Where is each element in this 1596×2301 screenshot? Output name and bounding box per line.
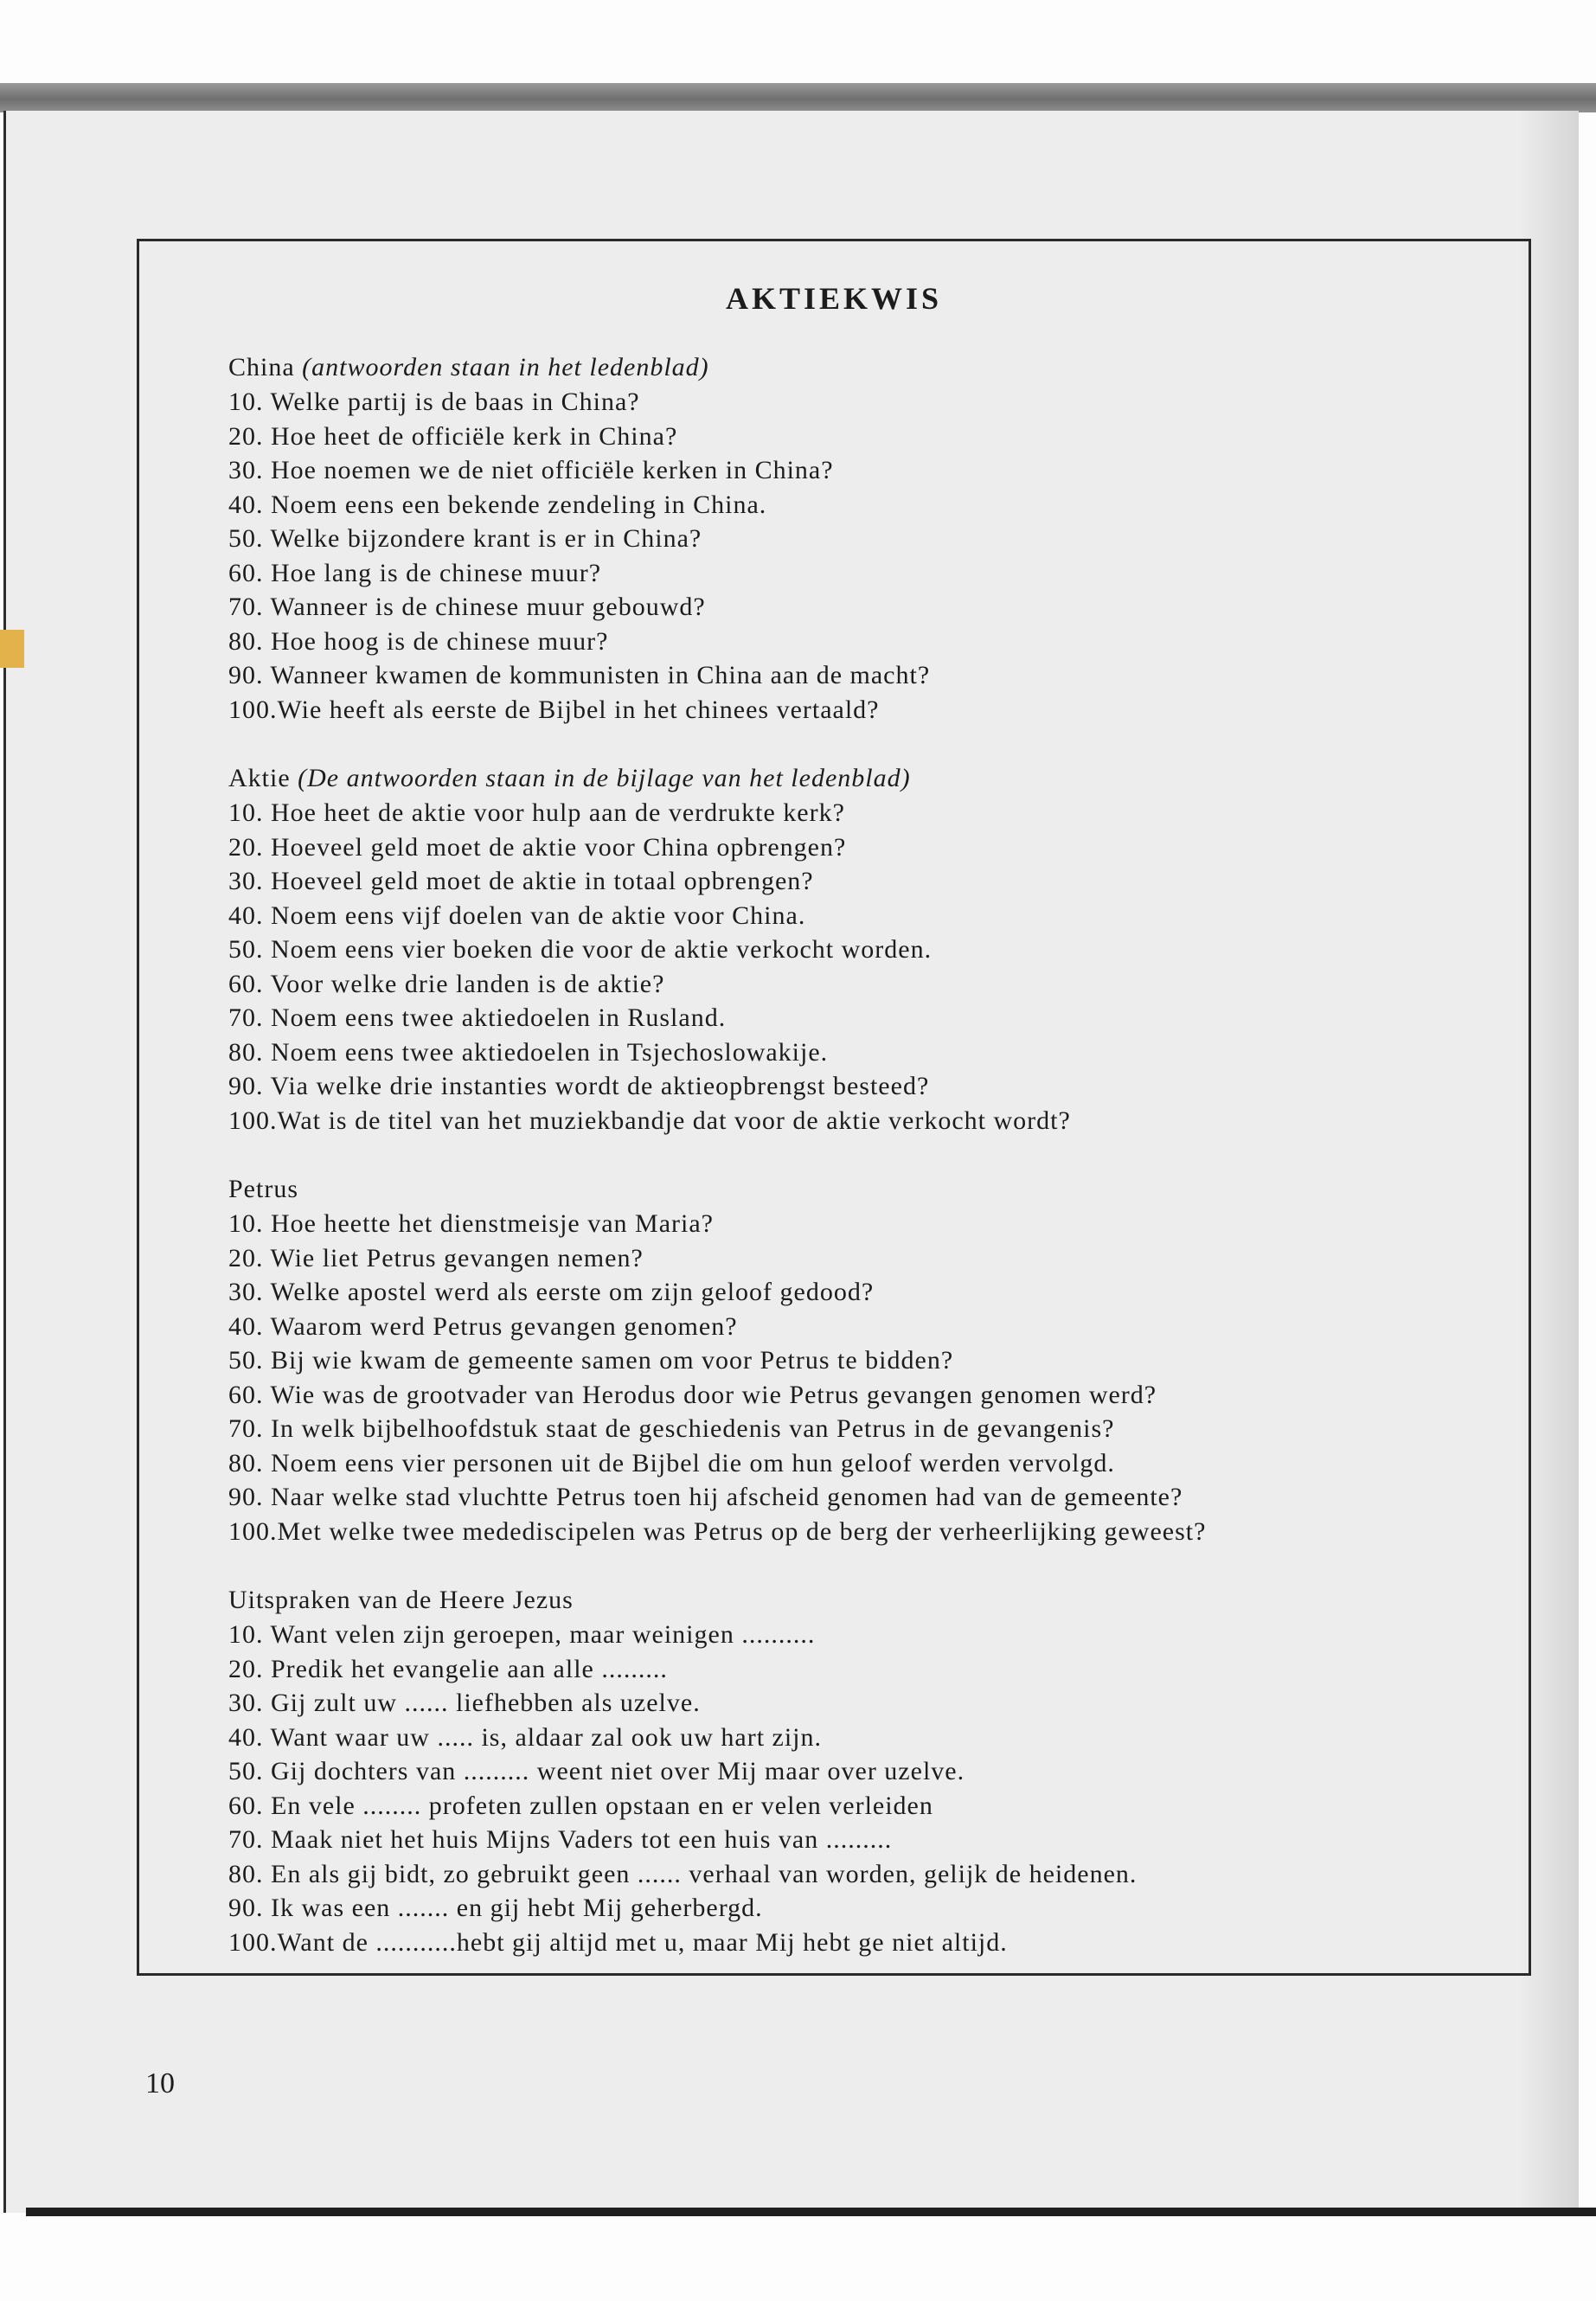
question-list [228,385,1509,727]
section-heading [228,350,1509,385]
question-item: 60. Voor welke drie landen is de aktie? [228,969,665,998]
question-item: 90. Wanneer kwamen de kommunisten in China aan de macht? [228,661,931,689]
question-item: 90. Via welke drie instanties wordt de aktieopbrengst besteed? [228,1072,930,1100]
question-list [228,1207,1509,1548]
question-item: 50. Gij dochters van ......... weent niet over Mij maar over uzelve. [228,1757,965,1785]
scan-bottom-edge [26,2208,1596,2216]
question-item: 30. Hoe noemen we de niet officiële kerken in China? [228,456,834,484]
section-uitspraken [228,1583,1509,1959]
question-item: 20. Predik het evangelie aan alle ......... [228,1654,668,1683]
question-item: 80. Noem eens twee aktiedoelen in Tsjechoslowakije. [228,1037,829,1067]
question-item: 60. Hoe lang is de chinese muur? [228,558,602,587]
question-item: 50. Welke bijzondere krant is er in China? [228,524,702,553]
question-item: 70. Maak niet het huis Mijns Vaders tot een huis van ......... [228,1825,893,1854]
question-list [228,796,1509,1138]
question-item: 80. Noem eens vier personen uit de Bijbel die om hun geloof werden vervolgd. [228,1448,1115,1477]
quiz-box [137,239,1531,1976]
question-item: 100.Wie heeft als eerste de Bijbel in het chinees vertaald? [228,695,880,724]
question-item: 50. Noem eens vier boeken die voor de aktie verkocht worden. [228,935,933,964]
page-number: 10 [145,2067,175,2099]
question-item: 40. Waarom werd Petrus gevangen genomen? [228,1311,738,1341]
section-title: China [228,353,295,381]
question-item: 20. Wie liet Petrus gevangen nemen? [228,1243,644,1272]
question-item: 10. Hoe heette het dienstmeisje van Maria? [228,1209,714,1238]
section-title: Uitspraken van de Heere Jezus [228,1586,574,1614]
question-item: 10. Want velen zijn geroepen, maar weinigen .......... [228,1620,816,1649]
question-item: 40. Want waar uw ..... is, aldaar zal ook uw hart zijn. [228,1722,823,1752]
section-note: (antwoorden staan in het ledenblad) [302,353,709,381]
question-item: 10. Welke partij is de baas in China? [228,388,640,416]
quiz-title: AKTIEKWIS [725,281,943,316]
question-item: 80. En als gij bidt, zo gebruikt geen ...... verhaal van worden, gelijk de heidenen. [228,1859,1138,1888]
question-list [228,1618,1509,1959]
scan-top-edge [0,83,1596,112]
question-item: 20. Hoeveel geld moet de aktie voor China opbrengen? [228,832,847,862]
question-item: 80. Hoe hoog is de chinese muur? [228,626,609,656]
question-item: 20. Hoe heet de officiële kerk in China? [228,421,678,451]
question-item: 40. Noem eens vijf doelen van de aktie voor China. [228,901,806,930]
question-item: 60. Wie was de grootvader van Herodus door wie Petrus gevangen genomen werd? [228,1380,1157,1409]
section-heading [228,1583,1509,1618]
question-item: 90. Naar welke stad vluchtte Petrus toen hij afscheid genomen had van de gemeente? [228,1483,1183,1511]
question-item: 100.Wat is de titel van het muziekbandje dat voor de aktie verkocht wordt? [228,1106,1071,1135]
page-tab-marker [0,630,24,668]
question-item: 60. En vele ........ profeten zullen opstaan en er velen verleiden [228,1791,933,1820]
question-item: 10. Hoe heet de aktie voor hulp aan de verdrukte kerk? [228,798,845,827]
section-heading [228,761,1509,796]
question-item: 40. Noem eens een bekende zendeling in China. [228,490,767,519]
question-item: 100.Met welke twee medediscipelen was Petrus op de berg der verheerlijking geweest? [228,1516,1207,1546]
question-item: 70. In welk bijbelhoofdstuk staat de geschiedenis van Petrus in de gevangenis? [228,1414,1115,1443]
question-item: 30. Gij zult uw ...... liefhebben als uzelve. [228,1689,701,1717]
section-china [228,350,1509,727]
question-item: 90. Ik was een ....... en gij hebt Mij geherbergd. [228,1894,763,1922]
question-item: 100.Want de ...........hebt gij altijd met u, maar Mij hebt ge niet altijd. [228,1927,1008,1957]
question-item: 50. Bij wie kwam de gemeente samen om voor Petrus te bidden? [228,1346,954,1375]
section-petrus [228,1172,1509,1548]
question-item: 30. Hoeveel geld moet de aktie in totaal opbrengen? [228,867,814,895]
section-aktie [228,761,1509,1138]
question-item: 70. Noem eens twee aktiedoelen in Rusland. [228,1003,727,1032]
section-heading [228,1172,1509,1207]
question-item: 30. Welke apostel werd als eerste om zijn geloof gedood? [228,1278,875,1306]
section-note: (De antwoorden staan in de bijlage van het ledenblad) [298,764,911,792]
quiz-sections [228,350,1509,1994]
section-title: Petrus [228,1175,298,1203]
question-item: 70. Wanneer is de chinese muur gebouwd? [228,593,706,621]
section-title: Aktie [228,764,291,792]
